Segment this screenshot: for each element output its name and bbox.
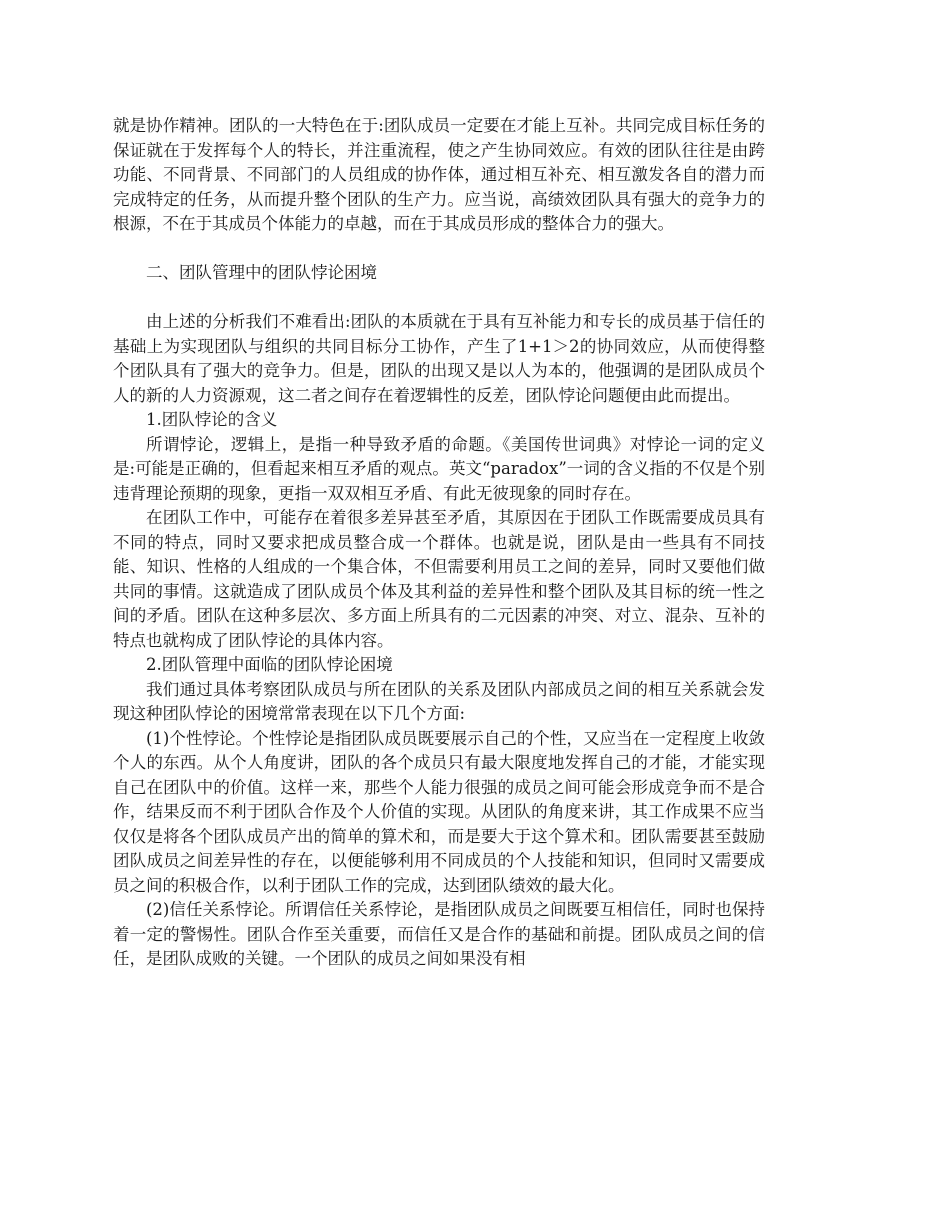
- subheading-paradox-dilemma: 2.团队管理中面临的团队悖论困境: [146, 655, 393, 674]
- paragraph-personality-paradox: (1)个性悖论。个性悖论是指团队成员既要展示自己的个性，又应当在一定程度上收敛个人的东西。从个人角度讲，团队的各个成员只有最大限度地发挥自己的才能，才能实现自己在团队中的价值。这样一来，那些个人能力很强的成员之间可能会形成竞争而不是合作，结果反而不利于团队合作及个人价值的实现。从团队的角度来讲，其工作成果不应当仅仅是将各个团队成员产出的简单的算术和，而是要大于这个算术和。团队需要甚至鼓励团队成员之间差异性的存在，以便能够利用不同成员的个人技能和知识，但同时又需要成员之间的积极合作，以利于团队工作的完成，达到团队绩效的最大化。: [113, 728, 765, 895]
- subheading-paradox-meaning: 1.团队悖论的含义: [146, 410, 278, 429]
- paragraph-trust-paradox: (2)信任关系悖论。所谓信任关系悖论，是指团队成员之间既要互相信任，同时也保持着一定的警惕性。团队合作至关重要，而信任又是合作的基础和前提。团队成员之间的信任，是团队成败的关键。一个团队的成员之间如果没有相: [113, 900, 765, 968]
- paragraph-dilemma-intro: 我们通过具体考察团队成员与所在团队的关系及团队内部成员之间的相互关系就会发现这种团队悖论的困境常常表现在以下几个方面:: [113, 679, 765, 723]
- section-heading-team-paradox: 二、团队管理中的团队悖论困境: [146, 263, 377, 282]
- paragraph-paradox-definition: 所谓悖论，逻辑上，是指一种导致矛盾的命题。《美国传世词典》对悖论一词的定义是:可能是正确的，但看起来相互矛盾的观点。英文“paradox”一词的含义指的不仅是个别违背理论预期的现象，更指一双双相互矛盾、有此无彼现象的同时存在。: [113, 434, 765, 503]
- paragraph-team-essence: 由上述的分析我们不难看出:团队的本质就在于具有互补能力和专长的成员基于信任的基础上为实现团队与组织的共同目标分工协作，产生了1+1＞2的协同效应，从而使得整个团队具有了强大的竞争力。但是，团队的出现又是以人为本的，他强调的是团队成员个人的新的人力资源观，这二者之间存在着逻辑性的反差，团队悖论问题便由此而提出。: [113, 312, 765, 405]
- paragraph-team-spirit: 就是协作精神。团队的一大特色在于:团队成员一定要在才能上互补。共同完成目标任务的保证就在于发挥每个人的特长，并注重流程，使之产生协同效应。有效的团队往往是由跨功能、不同背景、不同部门的人员组成的协作体，通过相互补充、相互激发各自的潜力而完成特定的任务，从而提升整个团队的生产力。应当说，高绩效团队具有强大的竞争力的根源，不在于其成员个体能力的卓越，而在于其成员形成的整体合力的强大。: [113, 116, 765, 233]
- document-body: [113, 114, 765, 972]
- paragraph-team-contradiction: 在团队工作中，可能存在着很多差异甚至矛盾，其原因在于团队工作既需要成员具有不同的特点，同时又要求把成员整合成一个群体。也就是说，团队是由一些具有不同技能、知识、性格的人组成的一个集合体，不但需要利用员工之间的差异，同时又要他们做共同的事情。这就造成了团队成员个体及其利益的差异性和整个团队及其目标的统一性之间的矛盾。团队在这种多层次、多方面上所具有的二元因素的冲突、对立、混杂、互补的特点也就构成了团队悖论的具体内容。: [113, 508, 765, 650]
